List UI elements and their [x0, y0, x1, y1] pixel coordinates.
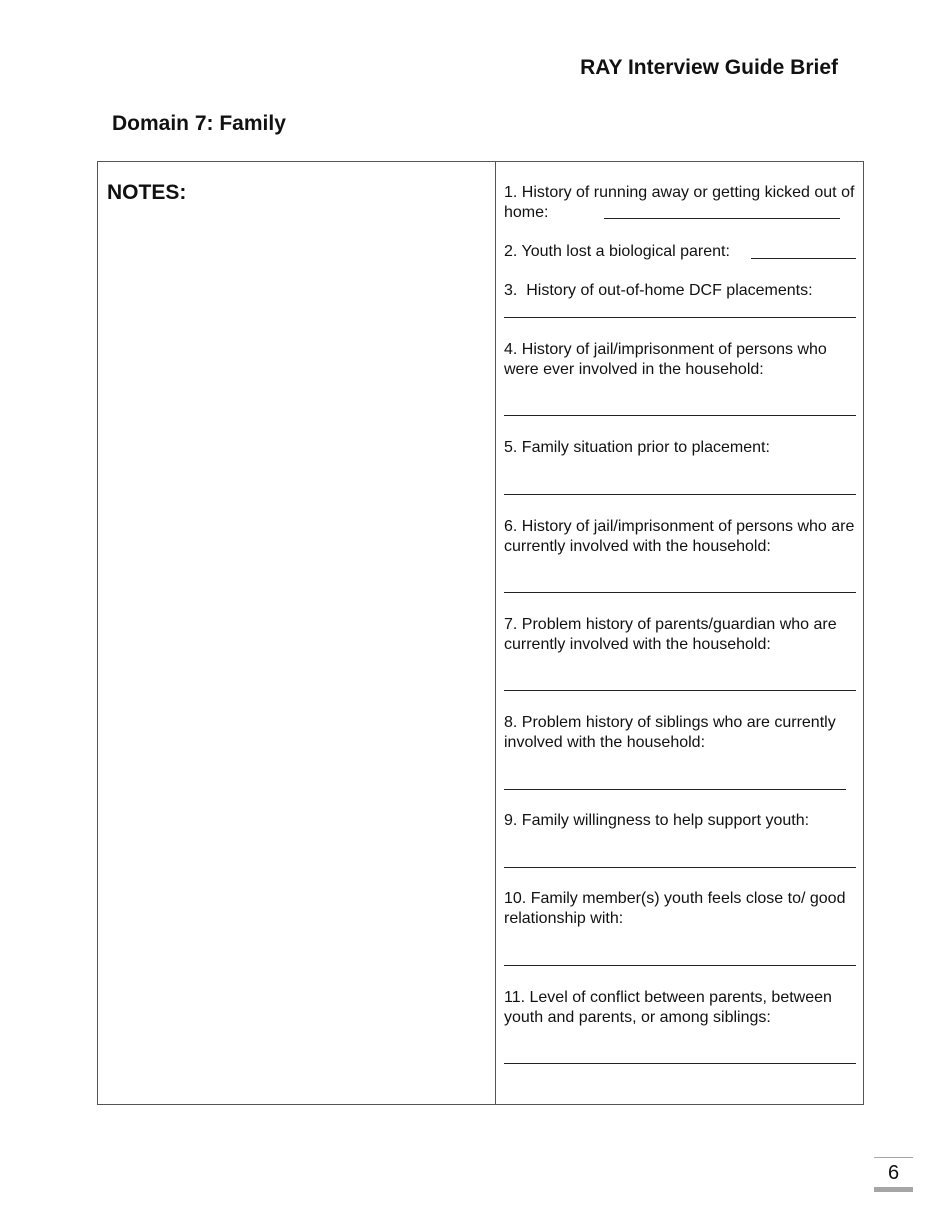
question-8-text: 8. Problem history of siblings who are currently involved with the household:: [504, 714, 841, 751]
answer-10-line[interactable]: [504, 965, 856, 966]
question-11-text: 11. Level of conflict between parents, between youth and parents, or among siblings:: [504, 989, 837, 1026]
question-10: [504, 889, 860, 929]
document-title: RAY Interview Guide Brief: [580, 56, 838, 79]
answer-2-line[interactable]: [751, 258, 856, 259]
question-2-text: 2. Youth lost a biological parent:: [504, 243, 730, 260]
answer-7-line[interactable]: [504, 690, 856, 691]
domain-title: Domain 7: Family: [112, 112, 286, 135]
question-9: [504, 811, 860, 831]
question-7-text: 7. Problem history of parents/guardian who are currently involved with the household:: [504, 616, 842, 653]
answer-9-line[interactable]: [504, 867, 856, 868]
question-10-text: 10. Family member(s) youth feels close to/ good relationship with:: [504, 890, 850, 927]
question-4: [504, 340, 860, 380]
answer-5-line[interactable]: [504, 494, 856, 495]
notes-area[interactable]: [100, 215, 492, 1100]
question-8: [504, 713, 860, 753]
answer-3-line[interactable]: [504, 317, 856, 318]
question-3: [504, 281, 860, 301]
page-number-bar: [874, 1187, 913, 1192]
column-divider: [495, 162, 496, 1104]
question-3-text: 3. History of out-of-home DCF placements:: [504, 282, 813, 299]
notes-label: NOTES:: [107, 181, 187, 204]
answer-6-line[interactable]: [504, 592, 856, 593]
question-4-text: 4. History of jail/imprisonment of persons who were ever involved in the household:: [504, 341, 832, 378]
answer-8-line[interactable]: [504, 789, 846, 790]
question-11: [504, 988, 860, 1028]
answer-4-line[interactable]: [504, 415, 856, 416]
question-2: [504, 242, 860, 262]
question-5: [504, 438, 860, 458]
question-6: [504, 517, 860, 557]
page-number: 6: [874, 1157, 913, 1192]
question-7: [504, 615, 860, 655]
question-9-text: 9. Family willingness to help support youth:: [504, 812, 810, 829]
answer-1-line[interactable]: [604, 218, 840, 219]
question-1-text: 1. History of running away or getting kicked out of home:: [504, 184, 859, 221]
question-5-text: 5. Family situation prior to placement:: [504, 439, 770, 456]
answer-11-line[interactable]: [504, 1063, 856, 1064]
question-1: [504, 183, 860, 223]
question-6-text: 6. History of jail/imprisonment of persons who are currently involved with the household:: [504, 518, 859, 555]
